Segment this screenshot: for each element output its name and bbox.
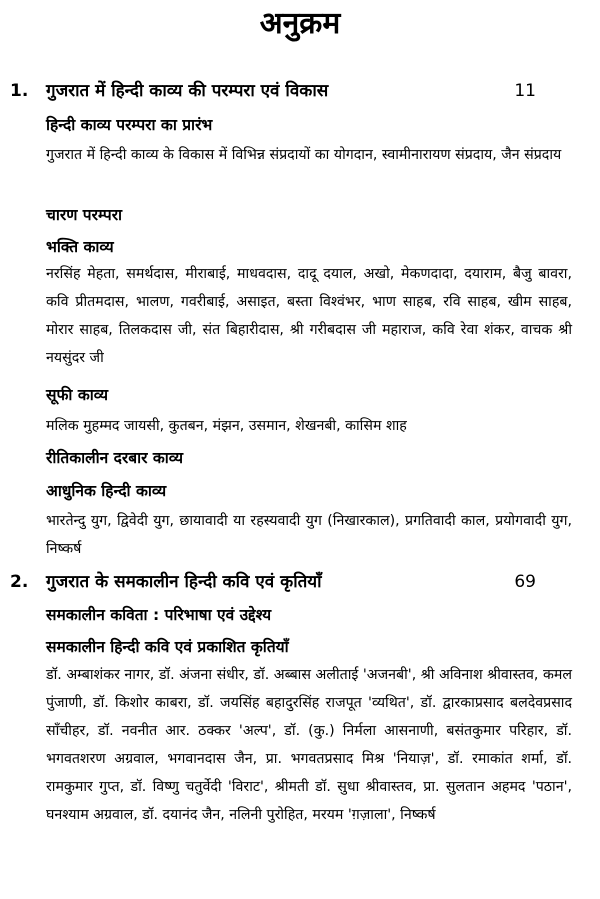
page-title: अनुक्रम (259, 6, 341, 41)
section-text: गुजरात में हिन्दी काव्य के विकास में विभिन्न संप्रदायों का योगदान, स्वामीनारायण संप्रदाय, जैन संप्रदाय (46, 147, 562, 163)
section-text: डॉ. अम्बाशंकर नागर, डॉ. अंजना संधीर, डॉ. अब्बास अलीताई 'अजनबी', श्री अविनाश श्रीवास्तव, कमल पुंजाणी, डॉ. किशोर काबरा, डॉ. जयसिंह बहादुरसिंह राजपूत 'व्यथित', डॉ. द्वारकाप्रसाद बलदेवप्रसाद साँचीहर, डॉ. नवनीत आर. ठक्कर 'अल्प', डॉ. (कु.) निर्मला आसनाणी, बसंतकुमार परिहार, डॉ. भगवतशरण अग्रवाल, भगवानदास जैन, प्रा. भगवतप्रसाद मिश्र 'नियाज़', डॉ. रमाकांत शर्मा, डॉ. रामकुमार गुप्त, डॉ. विष्णु चतुर्वेदी 'विराट', श्रीमती डॉ. सुधा श्रीवास्तव, प्रा. सुलतान अहमद 'पठान', घनश्याम अग्रवाल, डॉ. दयानंद जैन, नलिनी पुरोहित, मरयम 'ग़ज़ाला', निष्कर्ष (46, 667, 572, 823)
section-text: नरसिंह मेहता, समर्थदास, मीराबाई, माधवदास, दादू दयाल, अखो, मेकणदादा, दयाराम, बैजु बावरा, कवि प्रीतमदास, भालण, गवरीबाई, असाइत, बस्ता विश्वंभर, भाण साहब, रवि साहब, खीम साहब, मोरार साहब, तिलकदास जी, संत बिहारीदास, श्री गरीबदास जी महाराज, कवि रेवा शंकर, वाचक श्री नयसुंदर जी (46, 266, 572, 366)
section-heading: आधुनिक हिन्दी काव्य (46, 482, 167, 500)
chapter-title: गुजरात के समकालीन हिन्दी कवि एवं कृतियाँ (46, 572, 322, 592)
chapter-number: 1. (10, 81, 29, 101)
section-heading: समकालीन कविता : परिभाषा एवं उद्देश्य (46, 606, 272, 624)
chapter-2-entry (0, 568, 600, 596)
section-heading: हिन्दी काव्य परम्परा का प्रारंभ (46, 116, 213, 134)
section-text: मलिक मुहम्मद जायसी, कुतबन, मंझन, उसमान, शेखनबी, कासिम शाह (46, 418, 407, 434)
section-heading: समकालीन हिन्दी कवि एवं प्रकाशित कृतियाँ (46, 638, 289, 656)
section-heading: सूफी काव्य (46, 386, 109, 404)
section-heading: चारण परम्परा (46, 206, 123, 224)
chapter-title: गुजरात में हिन्दी काव्य की परम्परा एवं विकास (46, 81, 329, 101)
chapter-number: 2. (10, 572, 29, 592)
section-heading: रीतिकालीन दरबार काव्य (46, 449, 184, 467)
chapter-1-entry (0, 77, 600, 105)
chapter-page-number: 69 (514, 572, 536, 592)
section-text: भारतेन्दु युग, द्विवेदी युग, छायावादी या रहस्यवादी युग (निखारकाल), प्रगतिवादी काल, प्रयोगवादी युग, निष्कर्ष (46, 513, 572, 557)
section-heading: भक्ति काव्य (46, 238, 114, 256)
chapter-page-number: 11 (514, 81, 536, 101)
